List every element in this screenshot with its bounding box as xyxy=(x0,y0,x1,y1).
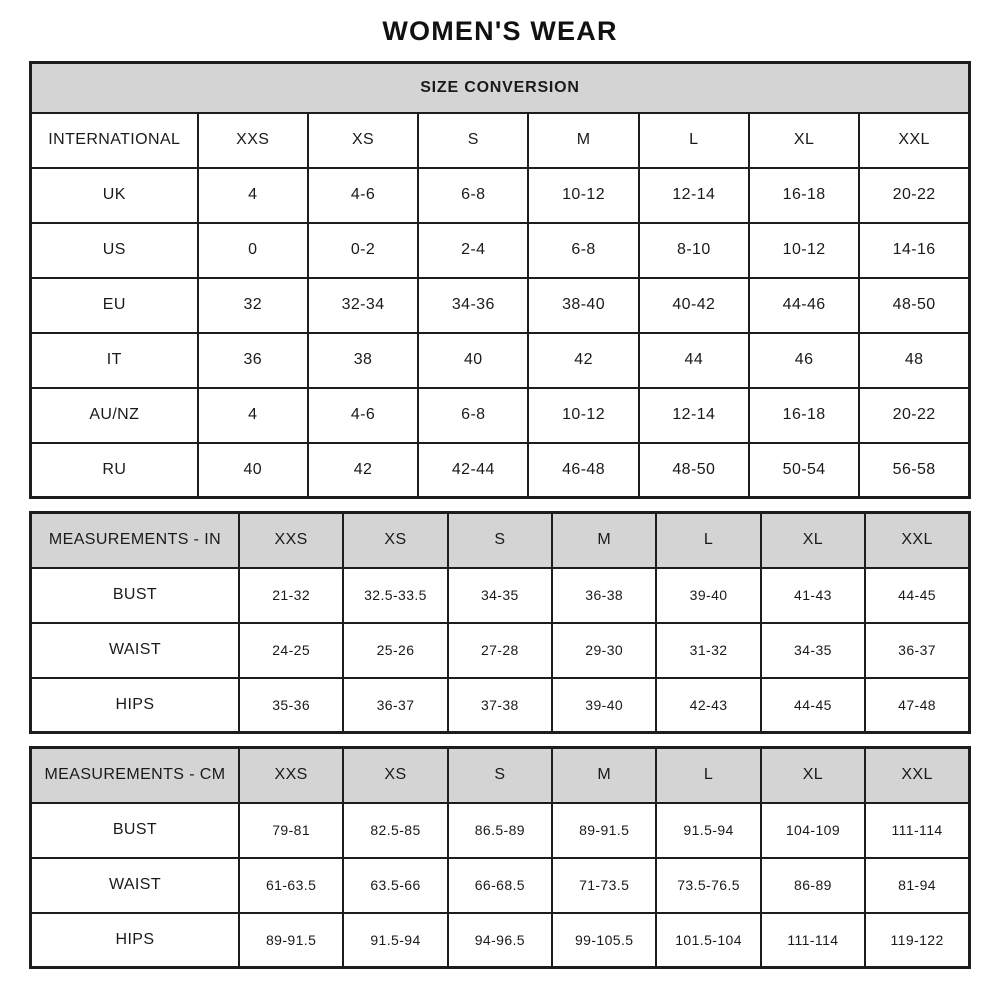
cell-value: 32.5-33.5 xyxy=(343,568,447,623)
size-conversion-band-title: SIZE CONVERSION xyxy=(31,63,970,113)
cell-value: 61-63.5 xyxy=(239,858,343,913)
cell-value: 14-16 xyxy=(859,223,969,278)
row-label: HIPS xyxy=(31,913,239,968)
cell-value: 8-10 xyxy=(639,223,749,278)
cell-value: 46-48 xyxy=(528,443,638,498)
cell-value: 16-18 xyxy=(749,388,859,443)
cell-value: 10-12 xyxy=(528,168,638,223)
cell-value: 42 xyxy=(528,333,638,388)
row-label: US xyxy=(31,223,198,278)
cell-value: 6-8 xyxy=(528,223,638,278)
measurements-cm-header: MEASUREMENTS - CM xyxy=(31,748,239,803)
cell-value: 36 xyxy=(198,333,308,388)
cell-value: 34-36 xyxy=(418,278,528,333)
column-header-s: S xyxy=(418,113,528,168)
cell-value: 32-34 xyxy=(308,278,418,333)
cell-value: 6-8 xyxy=(418,168,528,223)
cell-value: 44-46 xyxy=(749,278,859,333)
cell-value: 10-12 xyxy=(749,223,859,278)
cell-value: 86.5-89 xyxy=(448,803,552,858)
table-row xyxy=(31,803,970,858)
cell-value: 39-40 xyxy=(552,678,656,733)
cell-value: 10-12 xyxy=(528,388,638,443)
cell-value: 48-50 xyxy=(859,278,969,333)
cell-value: 0 xyxy=(198,223,308,278)
cell-value: 21-32 xyxy=(239,568,343,623)
column-header-xxl: XXL xyxy=(865,513,969,568)
cell-value: 71-73.5 xyxy=(552,858,656,913)
table-row xyxy=(31,623,970,678)
cell-value: 36-37 xyxy=(343,678,447,733)
cell-value: 40-42 xyxy=(639,278,749,333)
cell-value: 47-48 xyxy=(865,678,969,733)
column-header-international: INTERNATIONAL xyxy=(31,113,198,168)
cell-value: 24-25 xyxy=(239,623,343,678)
column-header-xs: XS xyxy=(343,513,447,568)
table-row xyxy=(31,223,970,278)
cell-value: 16-18 xyxy=(749,168,859,223)
cell-value: 36-37 xyxy=(865,623,969,678)
row-label: BUST xyxy=(31,803,239,858)
cell-value: 37-38 xyxy=(448,678,552,733)
column-header-m: M xyxy=(552,513,656,568)
cell-value: 42-43 xyxy=(656,678,760,733)
cell-value: 40 xyxy=(198,443,308,498)
column-header-xl: XL xyxy=(761,513,865,568)
table-row xyxy=(31,678,970,733)
cell-value: 46 xyxy=(749,333,859,388)
column-header-xxs: XXS xyxy=(239,748,343,803)
cell-value: 111-114 xyxy=(865,803,969,858)
column-header-m: M xyxy=(528,113,638,168)
column-header-xxl: XXL xyxy=(859,113,969,168)
cell-value: 36-38 xyxy=(552,568,656,623)
row-label: UK xyxy=(31,168,198,223)
column-header-l: L xyxy=(656,748,760,803)
cell-value: 73.5-76.5 xyxy=(656,858,760,913)
cell-value: 2-4 xyxy=(418,223,528,278)
row-label: WAIST xyxy=(31,623,239,678)
column-header-xs: XS xyxy=(308,113,418,168)
cell-value: 79-81 xyxy=(239,803,343,858)
table-row xyxy=(31,913,970,968)
cell-value: 48-50 xyxy=(639,443,749,498)
column-header-l: L xyxy=(656,513,760,568)
cell-value: 12-14 xyxy=(639,388,749,443)
cell-value: 4-6 xyxy=(308,388,418,443)
cell-value: 44-45 xyxy=(761,678,865,733)
cell-value: 56-58 xyxy=(859,443,969,498)
cell-value: 99-105.5 xyxy=(552,913,656,968)
cell-value: 111-114 xyxy=(761,913,865,968)
cell-value: 4-6 xyxy=(308,168,418,223)
cell-value: 12-14 xyxy=(639,168,749,223)
cell-value: 101.5-104 xyxy=(656,913,760,968)
measurements-cm-table xyxy=(29,746,971,969)
measurements-cm-header-row xyxy=(31,748,970,803)
column-header-xs: XS xyxy=(343,748,447,803)
measurements-in-header: MEASUREMENTS - IN xyxy=(31,513,239,568)
cell-value: 38 xyxy=(308,333,418,388)
cell-value: 25-26 xyxy=(343,623,447,678)
size-conversion-header-row xyxy=(31,113,970,168)
cell-value: 0-2 xyxy=(308,223,418,278)
row-label: AU/NZ xyxy=(31,388,198,443)
cell-value: 86-89 xyxy=(761,858,865,913)
cell-value: 82.5-85 xyxy=(343,803,447,858)
cell-value: 104-109 xyxy=(761,803,865,858)
cell-value: 20-22 xyxy=(859,388,969,443)
cell-value: 89-91.5 xyxy=(239,913,343,968)
table-row xyxy=(31,168,970,223)
column-header-xxs: XXS xyxy=(239,513,343,568)
row-label: WAIST xyxy=(31,858,239,913)
cell-value: 50-54 xyxy=(749,443,859,498)
cell-value: 38-40 xyxy=(528,278,638,333)
column-header-xxl: XXL xyxy=(865,748,969,803)
column-header-m: M xyxy=(552,748,656,803)
table-row xyxy=(31,443,970,498)
cell-value: 39-40 xyxy=(656,568,760,623)
measurements-in-table xyxy=(29,511,971,734)
column-header-s: S xyxy=(448,748,552,803)
cell-value: 44 xyxy=(639,333,749,388)
row-label: BUST xyxy=(31,568,239,623)
cell-value: 31-32 xyxy=(656,623,760,678)
column-header-xl: XL xyxy=(761,748,865,803)
cell-value: 119-122 xyxy=(865,913,969,968)
cell-value: 32 xyxy=(198,278,308,333)
cell-value: 48 xyxy=(859,333,969,388)
row-label: RU xyxy=(31,443,198,498)
table-row xyxy=(31,278,970,333)
table-row xyxy=(31,388,970,443)
cell-value: 91.5-94 xyxy=(656,803,760,858)
cell-value: 42-44 xyxy=(418,443,528,498)
cell-value: 41-43 xyxy=(761,568,865,623)
column-header-s: S xyxy=(448,513,552,568)
cell-value: 29-30 xyxy=(552,623,656,678)
cell-value: 91.5-94 xyxy=(343,913,447,968)
table-row xyxy=(31,568,970,623)
cell-value: 4 xyxy=(198,168,308,223)
cell-value: 44-45 xyxy=(865,568,969,623)
cell-value: 89-91.5 xyxy=(552,803,656,858)
column-header-xxs: XXS xyxy=(198,113,308,168)
cell-value: 4 xyxy=(198,388,308,443)
cell-value: 66-68.5 xyxy=(448,858,552,913)
size-conversion-table xyxy=(29,61,971,499)
cell-value: 63.5-66 xyxy=(343,858,447,913)
page-title: WOMEN'S WEAR xyxy=(382,16,618,46)
cell-value: 40 xyxy=(418,333,528,388)
cell-value: 81-94 xyxy=(865,858,969,913)
column-header-l: L xyxy=(639,113,749,168)
cell-value: 94-96.5 xyxy=(448,913,552,968)
cell-value: 6-8 xyxy=(418,388,528,443)
size-conversion-band-row xyxy=(31,63,970,113)
cell-value: 34-35 xyxy=(448,568,552,623)
cell-value: 35-36 xyxy=(239,678,343,733)
row-label: IT xyxy=(31,333,198,388)
measurements-in-header-row xyxy=(31,513,970,568)
table-row xyxy=(31,333,970,388)
cell-value: 27-28 xyxy=(448,623,552,678)
cell-value: 42 xyxy=(308,443,418,498)
row-label: HIPS xyxy=(31,678,239,733)
column-header-xl: XL xyxy=(749,113,859,168)
cell-value: 20-22 xyxy=(859,168,969,223)
row-label: EU xyxy=(31,278,198,333)
cell-value: 34-35 xyxy=(761,623,865,678)
table-row xyxy=(31,858,970,913)
